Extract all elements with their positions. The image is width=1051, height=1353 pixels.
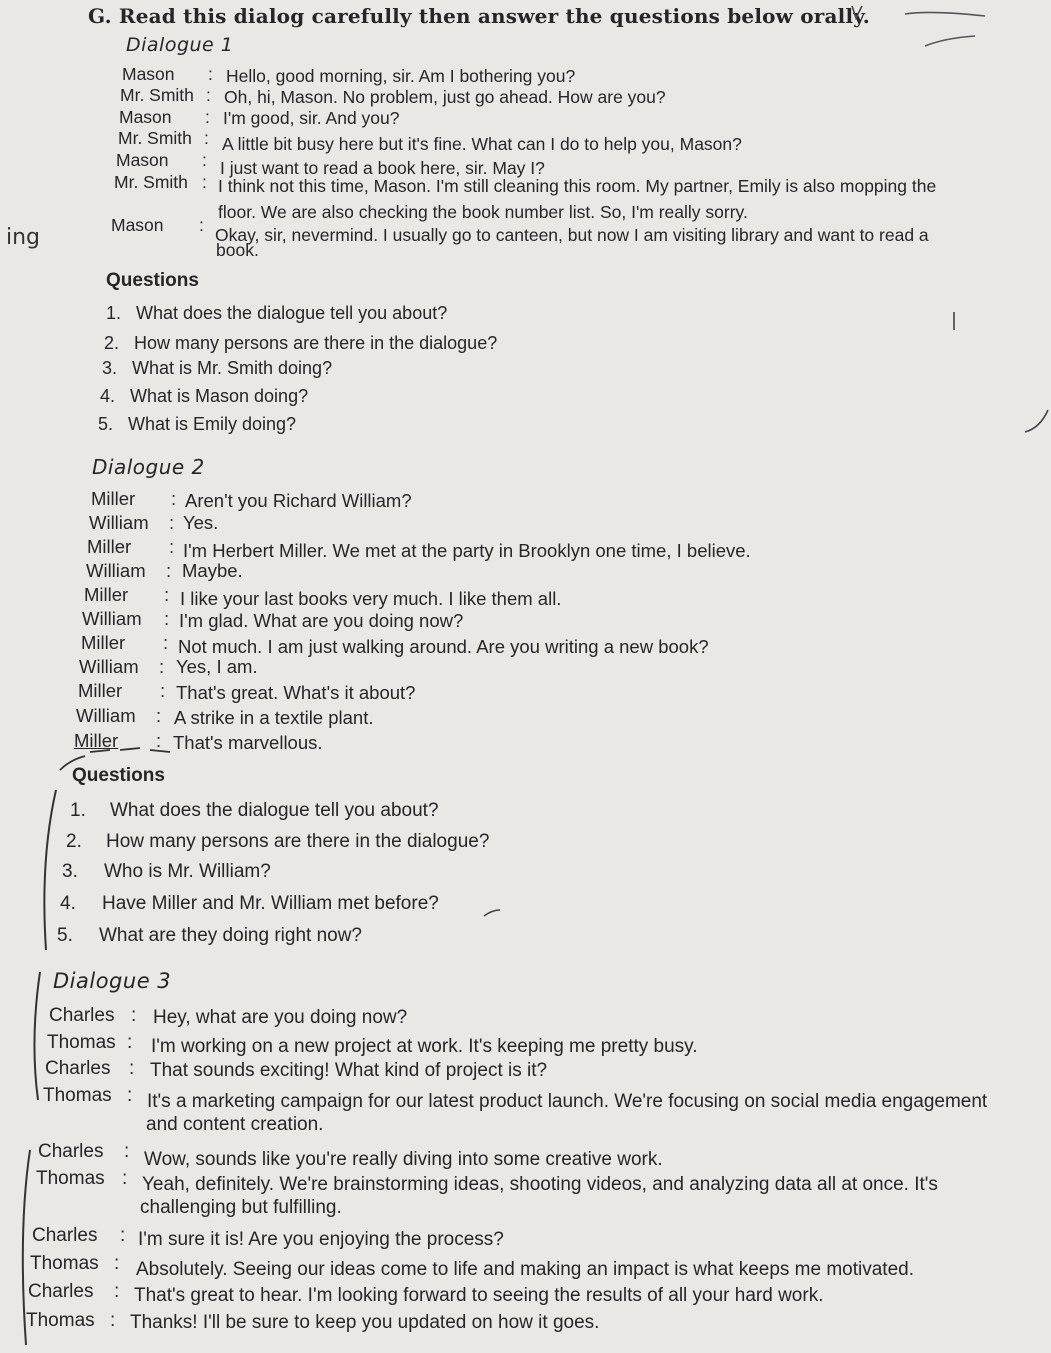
speaker-name: Thomas	[36, 1168, 105, 1189]
line-text: A strike in a textile plant.	[174, 707, 374, 728]
speaker-name: Miller	[84, 584, 129, 605]
line-text: Yeah, definitely. We're brainstorming ideas, shooting videos, and analyzing data all at once. It's	[142, 1174, 938, 1195]
speaker-name: Charles	[32, 1225, 98, 1246]
speaker-name: William	[76, 705, 136, 726]
speaker-name: Mason	[116, 150, 169, 170]
line-text: Not much. I am just walking around. Are you writing a new book?	[178, 636, 709, 657]
line-text: Oh, hi, Mason. No problem, just go ahead. How are you?	[224, 87, 666, 107]
question-item: 4. What is Mason doing?	[100, 386, 309, 406]
speaker-name: Miller	[87, 536, 132, 557]
question-item: 5. What are they doing right now?	[57, 925, 362, 946]
line-text: I'm good, sir. And you?	[223, 108, 400, 128]
instruction-heading: G. Read this dialog carefully then answer the questions below orally.	[88, 4, 870, 28]
speaker-name: Mr. Smith	[118, 128, 192, 148]
dialogue-2-questions-heading: Questions	[72, 765, 165, 786]
speaker-name: William	[79, 656, 139, 677]
line-text: I just want to read a book here, sir. May I?	[220, 158, 545, 178]
question-item: 3. What is Mr. Smith doing?	[102, 358, 333, 378]
line-continuation: challenging but fulfilling.	[140, 1197, 342, 1218]
line-text: Hey, what are you doing now?	[153, 1007, 408, 1028]
line-text: Yes, I am.	[176, 656, 258, 677]
speaker-name: Miller	[78, 680, 123, 701]
dialogue-1-questions-heading: Questions	[106, 270, 199, 291]
speaker-name: Thomas	[30, 1253, 99, 1274]
line-continuation: and content creation.	[146, 1114, 324, 1135]
speaker-name: William	[86, 560, 146, 581]
line-text: I think not this time, Mason. I'm still cleaning this room. My partner, Emily is also mopping the	[218, 176, 937, 196]
speaker-name: Mason	[119, 107, 172, 127]
dialogue-2-title: Dialogue 2	[92, 455, 205, 479]
question-item: 3. Who is Mr. William?	[62, 861, 271, 882]
speaker-name: Miller	[81, 632, 126, 653]
question-item: 1. What does the dialogue tell you about?	[106, 303, 448, 323]
line-text: Okay, sir, nevermind. I usually go to canteen, but now I am visiting library and want to read a	[215, 225, 929, 245]
speaker-name: Charles	[45, 1058, 111, 1079]
line-text: Thanks! I'll be sure to keep you updated on how it goes.	[130, 1312, 600, 1333]
line-text: Aren't you Richard William?	[185, 490, 412, 511]
speaker-name: Thomas	[47, 1032, 116, 1053]
line-text: I'm Herbert Miller. We met at the party in Brooklyn one time, I believe.	[183, 540, 751, 561]
question-item: 2. How many persons are there in the dialogue?	[66, 831, 490, 852]
speaker-name: Charles	[28, 1281, 94, 1302]
question-item: 4. Have Miller and Mr. William met before?	[60, 893, 439, 914]
dialogue-3-title: Dialogue 3	[53, 969, 172, 993]
line-continuation: book.	[216, 240, 259, 260]
line-text: I'm working on a new project at work. It's keeping me pretty busy.	[151, 1036, 698, 1057]
speaker-name: William	[82, 608, 142, 629]
speaker-name: William	[89, 512, 149, 533]
line-text: That's marvellous.	[173, 732, 323, 753]
speaker-name: Mason	[122, 64, 175, 84]
handwritten-margin-note: ing	[6, 225, 41, 250]
line-text: It's a marketing campaign for our latest product launch. We're focusing on social media engagement	[147, 1091, 988, 1112]
line-text: Hello, good morning, sir. Am I bothering you?	[226, 66, 576, 86]
question-item: 5. What is Emily doing?	[98, 414, 297, 434]
line-text: That's great. What's it about?	[176, 682, 416, 703]
line-text: I'm sure it is! Are you enjoying the process?	[138, 1229, 504, 1250]
speaker-name: Mason	[111, 215, 164, 235]
line-text: Wow, sounds like you're really diving into some creative work.	[144, 1149, 663, 1170]
line-text: I'm glad. What are you doing now?	[179, 610, 464, 631]
line-text: That sounds exciting! What kind of project is it?	[150, 1060, 548, 1081]
speaker-name: Thomas	[26, 1310, 95, 1331]
speaker-name: Charles	[38, 1141, 104, 1162]
line-text: I like your last books very much. I like them all.	[180, 588, 562, 609]
dialogue-1-title: Dialogue 1	[126, 34, 234, 56]
line-text: Yes.	[183, 512, 219, 533]
question-item: 2. How many persons are there in the dialogue?	[104, 333, 498, 353]
worksheet-page: G. Read this dialog carefully then answer the questions below orally. ing Dialogue 1 Mason : Hello, good morning, sir. Am I bothering you? Mr. Smith : Oh, hi, Mason. No problem, just go ahead. How are you? Mason : I'm good, sir. And you? Mr. Smith : A little bit busy here but it's fine. What can I do to help you, Mason? Mason : I just want to read a book here, sir. May I? Mr. Smith : I think not this time, Mason. I'm still cleaning this room. My partner, Emily is also mopping the floor. We are also checking the book number list. So, I'm really sorry. Mason : Okay, sir, nevermind. I usually go to canteen, but now I am visiting library and want to read a book. Questions 1. What does the dialogue tell you about? 2. How many persons are there in the dialogue? 3. What is Mr. Smith doing? 4. What is Mason doing? 5. What is Emily doing? Dialogue 2 Miller : Aren't you Richard William? William : Yes. Miller : I'm Herbert Miller. We met at the party in Brooklyn one time, I believe. William : Maybe. Miller : I like your last books very much. I like them all. William : I'm glad. What are you doing now? Miller : Not much. I am just walking around. Are you writing a new book? William : Yes, I am. Miller : That's great. What's it about? William : A strike in a textile plant. Miller : That's marvellous. Questions 1. What does the dialogue tell you about? 2. How many persons are there in the dialogue? 3. Who is Mr. William? 4. Have Miller and Mr. William met before? 5. What are they doing right now? Dialogue 3 Charles : Hey, what are you doing now? Thomas : I'm working on a new project at work. It's keeping me pretty busy. Charles : That sounds exciting! What kind of project is it? Thomas : It's a marketing campaign for our latest product launch. We're focusing on social media engagement and content creation. Charles : Wow, sounds like you're really diving into some creative work. Thomas : Yeah, definitely. We're brainstorming ideas, shooting videos, and analyzing data all at once. It's challenging but fulfilling. Charles : I'm sure it is! Are you enjoying the process? Thomas : Absolutely. Seeing our ideas come to life and making an impact is what keeps me motivated. Charles : That's great to hear. I'm looking forward to seeing the results of all your hard work. Thomas : Thanks! I'll be sure to keep you updated on how it goes.	[0, 0, 1051, 1353]
speaker-name: Miller	[74, 730, 119, 751]
line-text: A little bit busy here but it's fine. What can I do to help you, Mason?	[222, 134, 742, 154]
line-text: Absolutely. Seeing our ideas come to life and making an impact is what keeps me motivated.	[136, 1259, 914, 1280]
question-item: 1. What does the dialogue tell you about?	[70, 800, 439, 821]
speaker-name: Mr. Smith	[120, 85, 194, 105]
line-continuation: floor. We are also checking the book number list. So, I'm really sorry.	[218, 202, 748, 222]
speaker-name: Miller	[91, 488, 136, 509]
speaker-name: Mr. Smith	[114, 172, 188, 192]
line-text: Maybe.	[182, 560, 243, 581]
speaker-name: Charles	[49, 1005, 115, 1026]
speaker-name: Thomas	[43, 1085, 112, 1106]
line-text: That's great to hear. I'm looking forward to seeing the results of all your hard work.	[134, 1285, 824, 1306]
